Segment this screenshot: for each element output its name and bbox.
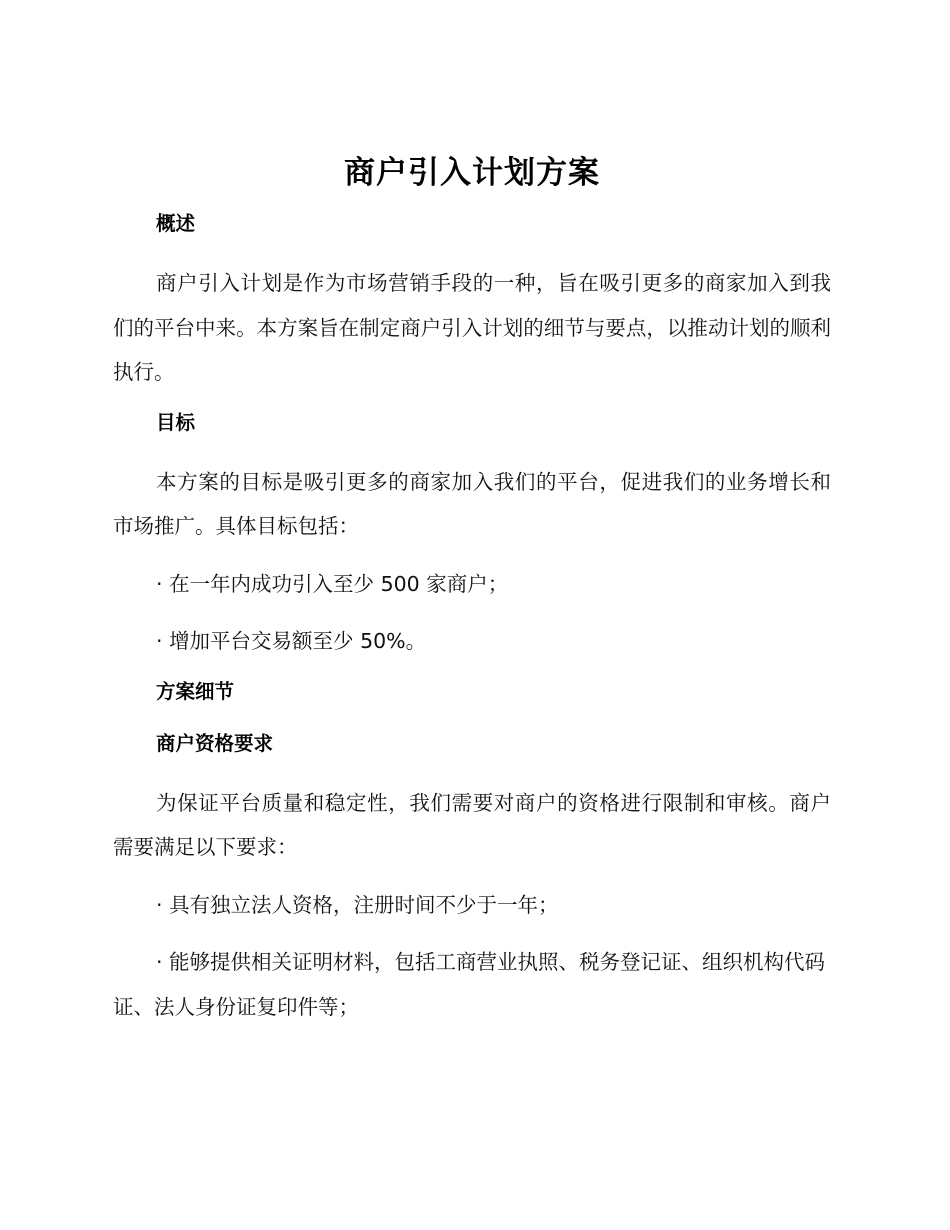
- bullet-dot-icon: ·: [156, 571, 163, 596]
- bullet-text: 能够提供相关证明材料，包括工商营业执照、税务登记证、组织机构代码证、法人身份证复印件等；: [113, 950, 826, 1019]
- requirements-bullet-item: [113, 940, 831, 1029]
- section-heading-overview: 概述: [156, 212, 196, 235]
- bullet-dot-icon: ·: [156, 629, 163, 653]
- subsection-heading-requirements: 商户资格要求: [156, 731, 274, 755]
- bullet-dot-icon: ·: [156, 892, 163, 917]
- document-title: 商户引入计划方案: [344, 155, 600, 191]
- section-heading-details: 方案细节: [156, 679, 235, 703]
- document-body: [113, 150, 831, 1029]
- goals-bullet-item: [113, 562, 831, 607]
- bullet-dot-icon: ·: [156, 950, 163, 974]
- requirements-paragraph: 为保证平台质量和稳定性，我们需要对商户的资格进行限制和审核。商户需要满足以下要求：: [113, 790, 831, 859]
- requirements-bullet-item: [113, 883, 831, 928]
- bullet-text: 具有独立法人资格，注册时间不少于一年；: [169, 892, 559, 917]
- goals-bullet-item: [113, 619, 831, 664]
- overview-paragraph: 商户引入计划是作为市场营销手段的一种，旨在吸引更多的商家加入到我们的平台中来。本方案旨在制定商户引入计划的细节与要点，以推动计划的顺利执行。: [113, 271, 831, 384]
- section-heading-goals: 目标: [156, 410, 196, 434]
- goals-paragraph: 本方案的目标是吸引更多的商家加入我们的平台，促进我们的业务增长和市场推广。具体目标包括：: [113, 469, 831, 538]
- bullet-text: 增加平台交易额至少 50%。: [169, 629, 427, 653]
- bullet-text: 在一年内成功引入至少 500 家商户；: [169, 571, 509, 596]
